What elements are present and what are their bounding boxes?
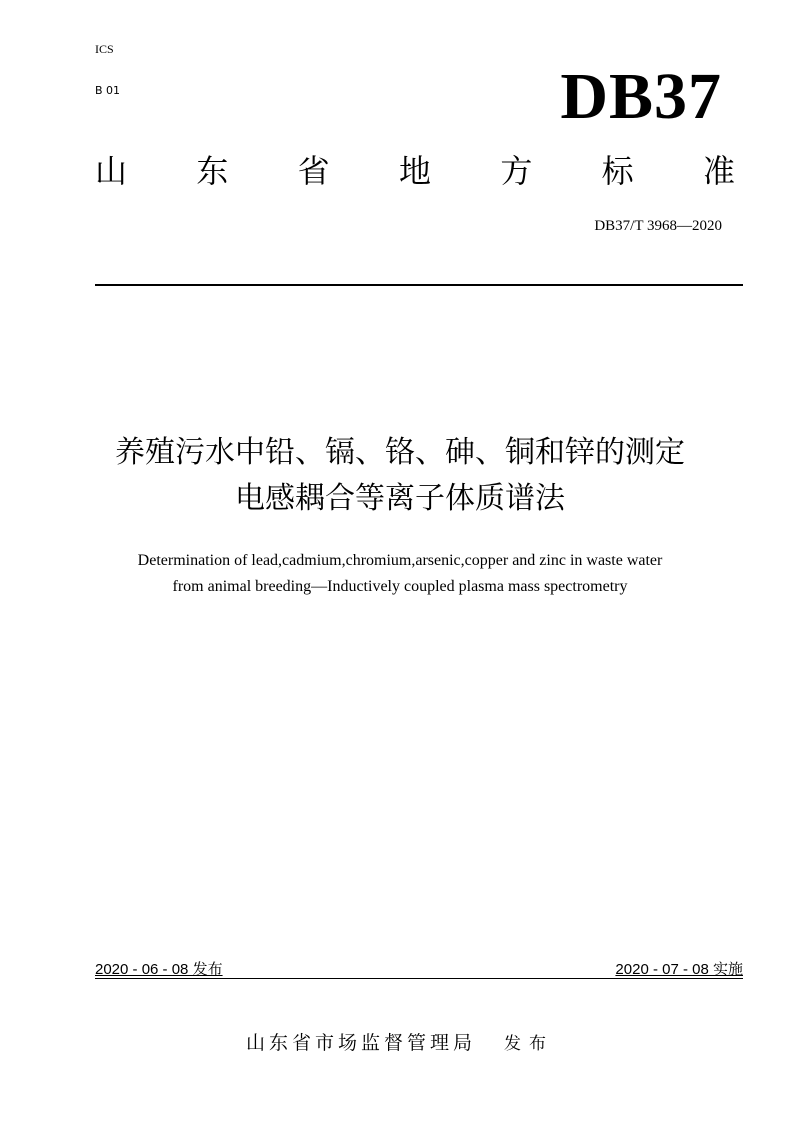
standard-type-char: 地 <box>398 152 431 190</box>
standard-code: DB37/T 3968—2020 <box>594 218 722 234</box>
implementation-date <box>615 958 743 979</box>
implementation-date-text: 2020 - 07 - 08 实施 <box>615 961 743 978</box>
standard-type-char: 标 <box>601 152 634 190</box>
footer-divider <box>95 978 743 979</box>
chinese-title-line-1: 养殖污水中铅、镉、铬、砷、铜和锌的测定 <box>115 435 685 470</box>
standard-type-char: 省 <box>297 152 330 190</box>
issuer-action: 发布 <box>504 1034 554 1054</box>
issuer-line <box>0 1028 800 1055</box>
standard-logo: DB37 <box>560 60 722 133</box>
issue-date <box>95 958 223 979</box>
english-title <box>0 548 800 600</box>
classification-code: B 01 <box>95 84 121 97</box>
standard-type-char: 东 <box>196 152 229 190</box>
standard-type-char: 方 <box>500 152 533 190</box>
issue-date-text: 2020 - 06 - 08 发布 <box>95 961 223 978</box>
standard-type-title <box>95 152 735 190</box>
english-title-line-1: Determination of lead,cadmium,chromium,arsenic,copper and zinc in waste water <box>137 552 663 569</box>
issuer-name: 山东省市场监督管理局 <box>245 1032 476 1054</box>
english-title-line-2: from animal breeding—Inductively coupled plasma mass spectrometry <box>172 578 628 595</box>
ics-label: ICS <box>95 42 114 56</box>
standard-type-char: 山 <box>95 152 128 190</box>
standard-type-char: 准 <box>702 152 735 190</box>
chinese-title <box>0 430 800 522</box>
header-divider <box>95 284 743 286</box>
chinese-title-line-2: 电感耦合等离子体质谱法 <box>235 481 565 516</box>
